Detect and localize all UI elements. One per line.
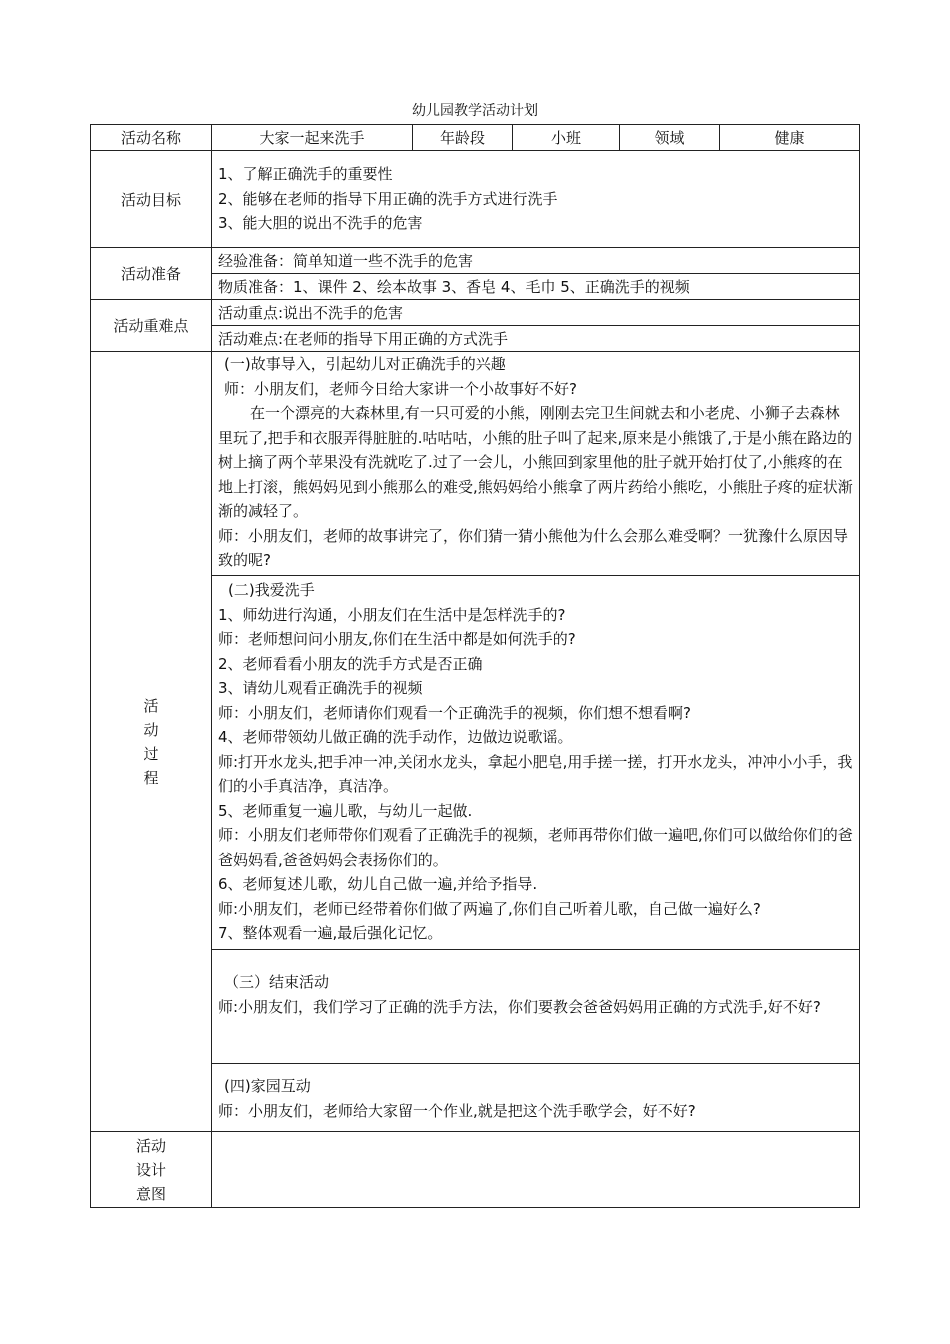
part4-line: 师：小朋友们，老师给大家留一个作业,就是把这个洗手歌学会，好不好?	[218, 1101, 696, 1120]
goal-item: 1、了解正确洗手的重要性	[218, 165, 393, 184]
design-label	[91, 1132, 212, 1208]
goals-label: 活动目标	[91, 151, 212, 248]
process-label-char: 程	[143, 768, 159, 787]
process-part2	[212, 576, 860, 950]
design-content	[212, 1132, 860, 1208]
prep-materials: 物质准备：1、课件 2、绘本故事 3、香皂 4、毛巾 5、正确洗手的视频	[212, 274, 860, 300]
goal-item: 2、能够在老师的指导下用正确的洗手方式进行洗手	[218, 189, 558, 208]
design-label-line: 设计	[135, 1160, 166, 1179]
part1-heading: (一)故事导入，引起幼儿对正确洗手的兴趣	[224, 355, 506, 373]
goal-item: 3、能大胆的说出不洗手的危害	[218, 214, 423, 233]
design-label-line: 活动	[135, 1136, 166, 1155]
part2-line: 师:打开水龙头,把手冲一冲,关闭水龙头，拿起小肥皂,用手搓一搓，打开水龙头，冲冲小小手，我们的小手真洁净，真洁净。	[218, 752, 853, 795]
design-label-line: 意图	[135, 1184, 166, 1203]
header-row	[91, 125, 860, 151]
goals-row	[91, 151, 860, 248]
part3-line: 师:小朋友们，我们学习了正确的洗手方法，你们要教会爸爸妈妈用正确的方式洗手,好不好?	[218, 997, 821, 1016]
keypoints-row-focus	[91, 300, 860, 326]
part2-line: 7、整体观看一遍,最后强化记忆。	[218, 924, 443, 942]
part2-line: 师：小朋友们，老师请你们观看一个正确洗手的视频，你们想不想看啊?	[218, 703, 691, 722]
process-label-char: 活	[143, 696, 159, 715]
keypoints-focus: 活动重点:说出不洗手的危害	[212, 300, 860, 326]
prep-label: 活动准备	[91, 248, 212, 300]
part2-line: 师:小朋友们，老师已经带着你们做了两遍了,你们自己听着儿歌，自己做一遍好么?	[218, 899, 761, 918]
keypoints-difficulty: 活动难点:在老师的指导下用正确的方式洗手	[212, 326, 860, 352]
part2-line: 2、老师看看小朋友的洗手方式是否正确	[218, 654, 483, 673]
part2-line: 师：老师想问问小朋友,你们在生活中都是如何洗手的?	[218, 630, 576, 648]
part1-story: 在一个漂亮的大森林里,有一只可爱的小熊，刚刚去完卫生间就去和小老虎、小狮子去森林里玩了,把手和衣服弄得脏脏的.咕咕咕，小熊的肚子叫了起来,原来是小熊饿了,于是小熊在路边的树上摘了两个苹果没有洗就吃了.过了一会儿，小熊回到家里他的肚子就开始打仗了,小熊疼的在地上打滚，熊妈妈见到小熊那么的难受,熊妈妈给小熊拿了两片药给小熊吃，小熊肚子疼的症状渐渐的减轻了。	[218, 404, 853, 520]
part2-line: 6、老师复述儿歌，幼儿自己做一遍,并给予指导.	[218, 875, 538, 893]
age-group-value: 小班	[513, 125, 620, 151]
activity-plan-table	[90, 124, 860, 1208]
process-part1	[212, 352, 860, 576]
prep-experience: 经验准备：简单知道一些不洗手的危害	[212, 248, 860, 274]
process-label-char: 过	[143, 744, 159, 763]
process-label-char: 动	[143, 720, 159, 739]
activity-name-value: 大家一起来洗手	[212, 125, 413, 151]
part4-heading: (四)家园互动	[224, 1077, 311, 1095]
part2-line: 5、老师重复一遍儿歌，与幼儿一起做.	[218, 801, 473, 820]
goals-content	[212, 151, 860, 248]
activity-name-label: 活动名称	[91, 125, 212, 151]
design-row	[91, 1132, 860, 1208]
prep-row-experience	[91, 248, 860, 274]
part1-intro: 师：小朋友们，老师今日给大家讲一个小故事好不好?	[224, 379, 577, 398]
process-label	[91, 352, 212, 1132]
page-title: 幼儿园教学活动计划	[412, 103, 538, 119]
part2-line: 3、请幼儿观看正确洗手的视频	[218, 679, 423, 697]
part2-line: 4、老师带领幼儿做正确的洗手动作，边做边说歌谣。	[218, 728, 573, 746]
part1-question: 师：小朋友们，老师的故事讲完了，你们猜一猜小熊他为什么会那么难受啊？一犹豫什么原因导致的呢?	[218, 526, 849, 569]
process-part4	[212, 1064, 860, 1132]
process-part3	[212, 950, 860, 1064]
part2-line: 1、师幼进行沟通，小朋友们在生活中是怎样洗手的?	[218, 605, 566, 624]
keypoints-label: 活动重难点	[91, 300, 212, 352]
field-value: 健康	[720, 125, 860, 151]
field-label: 领域	[620, 125, 720, 151]
part2-heading: (二)我爱洗手	[228, 581, 315, 599]
part2-line: 师：小朋友们老师带你们观看了正确洗手的视频，老师再带你们做一遍吧,你们可以做给你们的爸爸妈妈看,爸爸妈妈会表扬你们的。	[218, 826, 853, 869]
age-group-label: 年龄段	[413, 125, 513, 151]
part3-heading: （三）结束活动	[224, 973, 330, 991]
process-part1-row	[91, 352, 860, 576]
